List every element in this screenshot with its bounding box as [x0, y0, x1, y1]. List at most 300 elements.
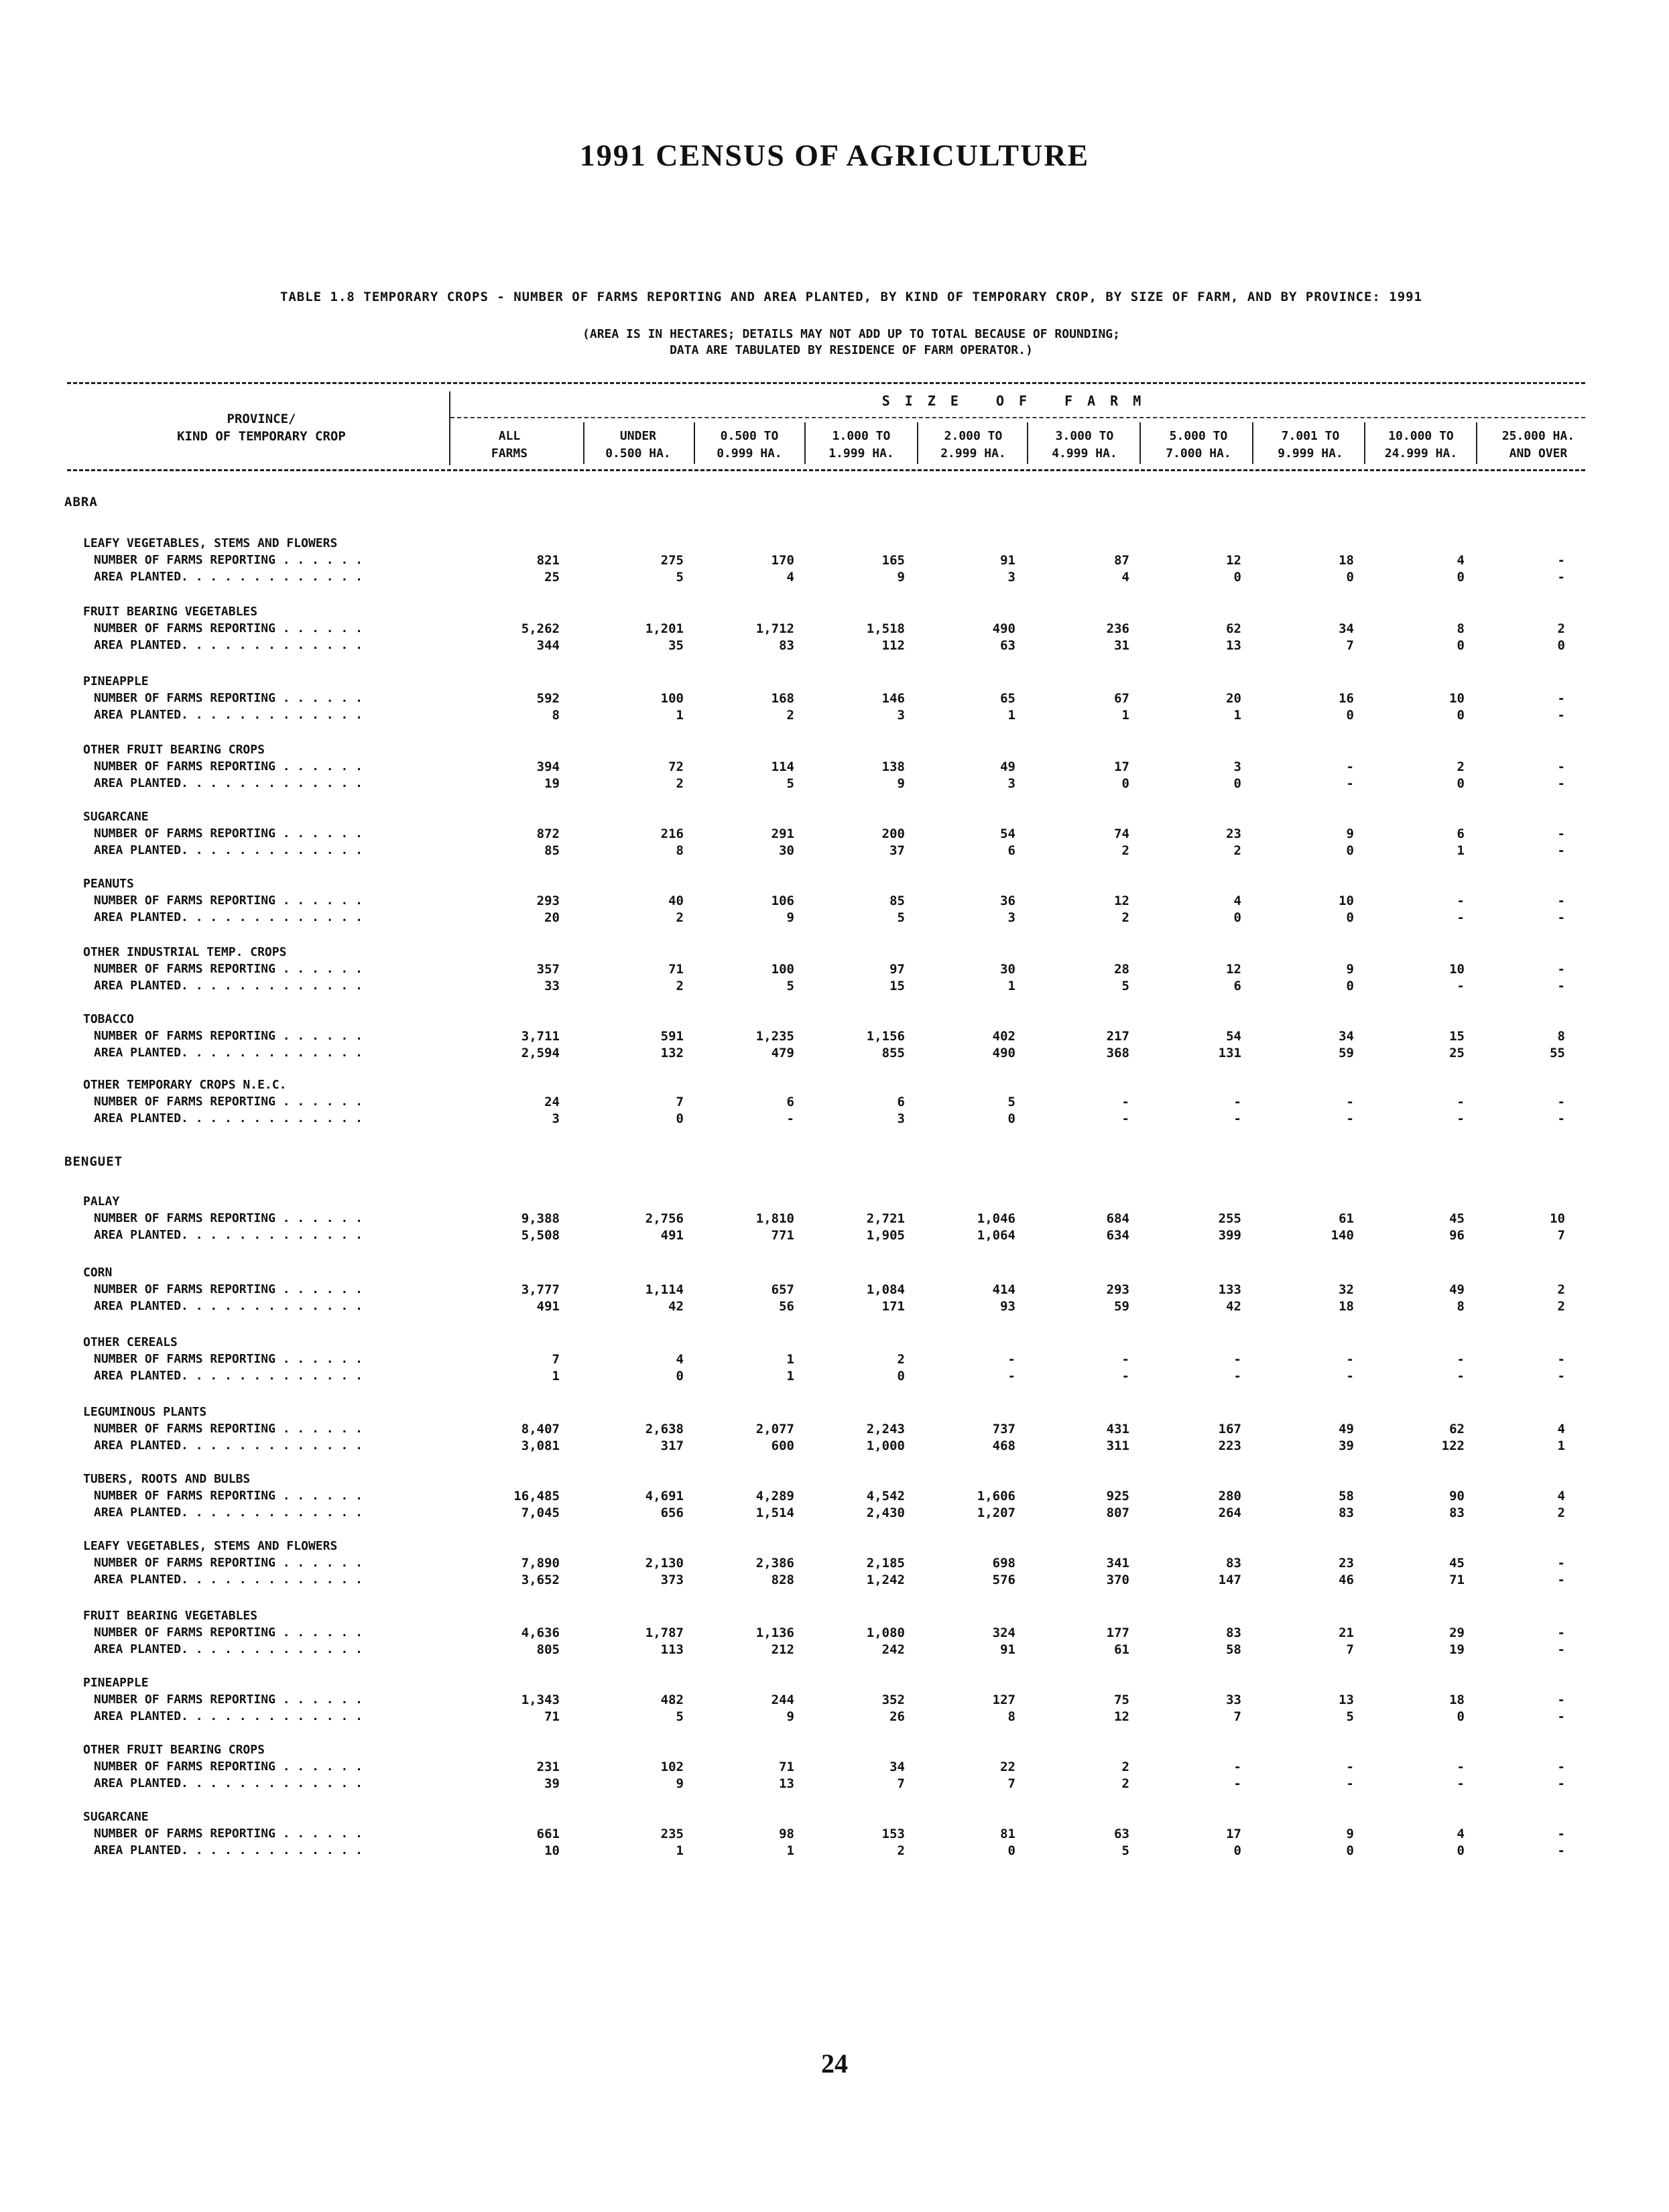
stub-header	[80, 410, 442, 445]
area-value: 2,594	[521, 1046, 560, 1060]
area-value: 8	[676, 843, 684, 858]
farms-value: 244	[771, 1693, 794, 1707]
area-value: -	[1346, 1369, 1354, 1384]
area-value: 600	[771, 1438, 794, 1453]
area-planted-label: AREA PLANTED. . . . . . . . . . . . .	[94, 1369, 363, 1383]
area-planted-label: AREA PLANTED. . . . . . . . . . . . .	[94, 638, 363, 652]
farms-value: -	[1557, 553, 1565, 568]
area-value: 131	[1218, 1046, 1241, 1060]
crop-name: OTHER FRUIT BEARING CROPS	[83, 743, 265, 757]
farms-value: 17	[1226, 1827, 1241, 1841]
farms-value: 40	[668, 894, 684, 908]
area-planted-label: AREA PLANTED. . . . . . . . . . . . .	[94, 843, 363, 857]
column-header	[1031, 428, 1138, 463]
farms-value: 324	[992, 1625, 1015, 1640]
farms-value: 10	[1449, 962, 1465, 977]
farms-value: 8	[1557, 1029, 1565, 1044]
farms-value: 2	[1457, 759, 1465, 774]
column-header-line2: 4.999 HA.	[1052, 446, 1117, 460]
farms-value: 49	[1000, 759, 1015, 774]
crop-name: FRUIT BEARING VEGETABLES	[83, 605, 258, 619]
farms-value: 138	[881, 759, 905, 774]
farms-value: 872	[536, 826, 560, 841]
farms-value: 12	[1114, 894, 1129, 908]
farms-value: 18	[1339, 553, 1354, 568]
farms-value: -	[1346, 1760, 1354, 1774]
farms-value: 4,691	[645, 1489, 684, 1503]
crop-name: PALAY	[83, 1194, 120, 1209]
farms-value: 90	[1449, 1489, 1465, 1503]
area-value: 59	[1339, 1046, 1354, 1060]
table-caption: TABLE 1.8 TEMPORARY CROPS - NUMBER OF FARMS REPORTING AND AREA PLANTED, BY KIND OF TEMPORARY CROP, BY SIZE OF FARM, AND BY PROVINCE: 1991	[280, 290, 1423, 304]
farms-value: 4	[1557, 1489, 1565, 1503]
area-value: -	[1557, 776, 1565, 791]
farms-value: 402	[992, 1029, 1015, 1044]
farms-value: 698	[992, 1556, 1015, 1571]
column-separator	[1027, 422, 1028, 464]
farms-value: 5	[1007, 1095, 1015, 1109]
column-separator	[694, 422, 695, 464]
area-value: 634	[1106, 1228, 1129, 1243]
farms-value: -	[1346, 1095, 1354, 1109]
farms-value: -	[1346, 1352, 1354, 1367]
farms-value: 2	[897, 1352, 905, 1367]
area-planted-label: AREA PLANTED. . . . . . . . . . . . .	[94, 776, 363, 790]
farms-value: 97	[889, 962, 905, 977]
farms-value: 16,485	[513, 1489, 560, 1503]
farms-value: 482	[660, 1693, 684, 1707]
area-value: 1	[676, 1843, 684, 1858]
farms-value: 10	[1339, 894, 1354, 908]
farms-value: 98	[779, 1827, 794, 1841]
farms-reporting-label: NUMBER OF FARMS REPORTING . . . . . .	[94, 1556, 363, 1570]
crop-name: CORN	[83, 1266, 113, 1280]
crop-name: OTHER TEMPORARY CROPS N.E.C.	[83, 1078, 287, 1092]
area-value: 96	[1449, 1228, 1465, 1243]
farms-value: 4,636	[521, 1625, 560, 1640]
farms-value: 177	[1106, 1625, 1129, 1640]
farms-value: -	[1007, 1352, 1015, 1367]
area-value: 2	[1121, 1776, 1129, 1791]
farms-value: 235	[660, 1827, 684, 1841]
area-value: -	[1557, 570, 1565, 585]
area-value: 58	[1226, 1642, 1241, 1657]
farms-value: 1,084	[866, 1282, 905, 1297]
crop-name: LEAFY VEGETABLES, STEMS AND FLOWERS	[83, 1539, 338, 1553]
area-value: 59	[1114, 1299, 1129, 1314]
area-value: -	[1233, 1776, 1241, 1791]
farms-value: 4	[1233, 894, 1241, 908]
area-value: 0	[1121, 776, 1129, 791]
farms-value: 21	[1339, 1625, 1354, 1640]
area-value: 223	[1218, 1438, 1241, 1453]
farms-value: 62	[1226, 621, 1241, 636]
area-value: 0	[1457, 776, 1465, 791]
area-value: 1,242	[866, 1573, 905, 1587]
area-value: -	[1121, 1369, 1129, 1384]
farms-value: 925	[1106, 1489, 1129, 1503]
farms-value: 49	[1339, 1422, 1354, 1436]
area-value: 3	[897, 708, 905, 723]
farms-value: 291	[771, 826, 794, 841]
farms-value: 13	[1339, 1693, 1354, 1707]
area-value: 31	[1114, 638, 1129, 653]
area-value: 373	[660, 1573, 684, 1587]
farms-value: -	[1557, 691, 1565, 706]
farms-value: 1,136	[755, 1625, 794, 1640]
area-value: 242	[881, 1642, 905, 1657]
stub-header-line2: KIND OF TEMPORARY CROP	[177, 429, 346, 444]
area-value: -	[1557, 1573, 1565, 1587]
farms-reporting-label: NUMBER OF FARMS REPORTING . . . . . .	[94, 691, 363, 705]
farms-value: 106	[771, 894, 794, 908]
area-value: 1	[1007, 708, 1015, 723]
farms-value: -	[1557, 826, 1565, 841]
farms-value: 661	[536, 1827, 560, 1841]
farms-reporting-label: NUMBER OF FARMS REPORTING . . . . . .	[94, 1693, 363, 1707]
area-value: 0	[1233, 776, 1241, 791]
farms-value: -	[1457, 1352, 1465, 1367]
area-planted-label: AREA PLANTED. . . . . . . . . . . . .	[94, 1709, 363, 1723]
area-value: 1	[1457, 843, 1465, 858]
farms-value: 9	[1346, 962, 1354, 977]
farms-reporting-label: NUMBER OF FARMS REPORTING . . . . . .	[94, 553, 363, 567]
farms-value: -	[1557, 1693, 1565, 1707]
area-value: 2	[1557, 1506, 1565, 1520]
farms-value: 170	[771, 553, 794, 568]
area-value: -	[1557, 979, 1565, 993]
size-of-farm-rule	[450, 417, 1585, 418]
header-top-rule	[67, 382, 1585, 384]
area-value: 468	[992, 1438, 1015, 1453]
column-separator	[1364, 422, 1365, 464]
area-value: 5	[676, 570, 684, 585]
farms-value: 280	[1218, 1489, 1241, 1503]
area-planted-label: AREA PLANTED. . . . . . . . . . . . .	[94, 1046, 363, 1060]
area-value: -	[1557, 1709, 1565, 1724]
area-planted-label: AREA PLANTED. . . . . . . . . . . . .	[94, 1642, 363, 1656]
farms-value: 28	[1114, 962, 1129, 977]
area-value: 2	[897, 1843, 905, 1858]
area-value: -	[1007, 1369, 1015, 1384]
farms-value: 6	[786, 1095, 794, 1109]
area-value: 30	[779, 843, 794, 858]
farms-value: 1,235	[755, 1029, 794, 1044]
column-header-line1: 1.000 TO	[832, 429, 891, 443]
area-value: 855	[881, 1046, 905, 1060]
farms-value: 394	[536, 759, 560, 774]
area-planted-label: AREA PLANTED. . . . . . . . . . . . .	[94, 708, 363, 722]
farms-value: -	[1457, 894, 1465, 908]
area-value: 5	[1121, 979, 1129, 993]
farms-value: 1,712	[755, 621, 794, 636]
area-value: -	[1557, 1642, 1565, 1657]
area-value: -	[1457, 1111, 1465, 1126]
area-value: 112	[881, 638, 905, 653]
area-value: -	[1457, 910, 1465, 925]
area-value: 39	[544, 1776, 560, 1791]
farms-reporting-label: NUMBER OF FARMS REPORTING . . . . . .	[94, 621, 363, 635]
farms-value: -	[1557, 1625, 1565, 1640]
farms-value: 1,156	[866, 1029, 905, 1044]
area-value: 0	[1346, 843, 1354, 858]
area-planted-label: AREA PLANTED. . . . . . . . . . . . .	[94, 1111, 363, 1125]
farms-value: 2,756	[645, 1211, 684, 1226]
area-value: 399	[1218, 1228, 1241, 1243]
area-value: 0	[1346, 708, 1354, 723]
farms-value: -	[1557, 962, 1565, 977]
area-value: 8	[1457, 1299, 1465, 1314]
farms-value: 7,890	[521, 1556, 560, 1571]
column-header-line2: 9.999 HA.	[1278, 446, 1343, 460]
area-value: 5	[1121, 1843, 1129, 1858]
column-header-line1: 25.000 HA.	[1501, 429, 1575, 443]
farms-value: 200	[881, 826, 905, 841]
farms-value: -	[1557, 759, 1565, 774]
area-value: 85	[544, 843, 560, 858]
column-header	[1145, 428, 1252, 463]
area-value: 71	[544, 1709, 560, 1724]
farms-value: 54	[1000, 826, 1015, 841]
area-value: -	[1346, 776, 1354, 791]
farms-value: 85	[889, 894, 905, 908]
column-header-line2: 0.500 HA.	[605, 446, 671, 460]
column-separator	[1476, 422, 1477, 464]
area-value: 479	[771, 1046, 794, 1060]
province-name: ABRA	[64, 495, 98, 509]
farms-value: 63	[1114, 1827, 1129, 1841]
area-planted-label: AREA PLANTED. . . . . . . . . . . . .	[94, 910, 363, 924]
area-planted-label: AREA PLANTED. . . . . . . . . . . . .	[94, 1228, 363, 1242]
crop-name: TUBERS, ROOTS AND BULBS	[83, 1472, 251, 1486]
farms-value: 4,542	[866, 1489, 905, 1503]
area-value: 132	[660, 1046, 684, 1060]
area-value: 1	[552, 1369, 560, 1384]
area-value: -	[1557, 1369, 1565, 1384]
area-value: 7	[1346, 1642, 1354, 1657]
area-value: -	[1557, 1776, 1565, 1791]
farms-value: -	[1457, 1095, 1465, 1109]
area-value: 2	[676, 979, 684, 993]
page-title: 1991 CENSUS OF AGRICULTURE	[579, 138, 1090, 172]
area-value: 0	[897, 1369, 905, 1384]
area-value: 83	[1449, 1506, 1465, 1520]
area-value: 5,508	[521, 1228, 560, 1243]
farms-value: 1,201	[645, 621, 684, 636]
stub-header-line1: PROVINCE/	[227, 412, 296, 426]
size-of-farm-heading: SIZE OF FARM	[881, 393, 1156, 409]
area-value: 807	[1106, 1506, 1129, 1520]
area-value: 3	[1007, 910, 1015, 925]
column-header-line2: 7.000 HA.	[1166, 446, 1231, 460]
area-value: 1	[786, 1369, 794, 1384]
farms-reporting-label: NUMBER OF FARMS REPORTING . . . . . .	[94, 1352, 363, 1366]
crop-name: OTHER FRUIT BEARING CROPS	[83, 1743, 265, 1757]
area-value: -	[1557, 843, 1565, 858]
farms-value: 7	[676, 1095, 684, 1109]
farms-reporting-label: NUMBER OF FARMS REPORTING . . . . . .	[94, 1211, 363, 1225]
column-header-line1: 0.500 TO	[720, 429, 779, 443]
column-header	[808, 428, 915, 463]
farms-value: 592	[536, 691, 560, 706]
farms-value: 91	[1000, 553, 1015, 568]
area-value: 0	[1457, 708, 1465, 723]
crop-name: PINEAPPLE	[83, 1676, 149, 1690]
area-value: 171	[881, 1299, 905, 1314]
crop-name: LEGUMINOUS PLANTS	[83, 1405, 207, 1419]
area-value: 42	[668, 1299, 684, 1314]
area-value: 61	[1114, 1642, 1129, 1657]
column-header-line1: ALL	[498, 429, 521, 443]
area-value: 56	[779, 1299, 794, 1314]
farms-value: -	[1121, 1095, 1129, 1109]
area-value: 370	[1106, 1573, 1129, 1587]
area-value: 0	[1346, 910, 1354, 925]
farms-reporting-label: NUMBER OF FARMS REPORTING . . . . . .	[94, 1095, 363, 1109]
area-value: 0	[1007, 1111, 1015, 1126]
area-value: 19	[1449, 1642, 1465, 1657]
farms-reporting-label: NUMBER OF FARMS REPORTING . . . . . .	[94, 1760, 363, 1774]
farms-value: 49	[1449, 1282, 1465, 1297]
farms-value: -	[1457, 1760, 1465, 1774]
farms-value: -	[1557, 1556, 1565, 1571]
area-value: 0	[1557, 638, 1565, 653]
farms-value: 16	[1339, 691, 1354, 706]
column-header	[584, 428, 692, 463]
area-value: -	[1457, 1369, 1465, 1384]
column-header	[1257, 428, 1364, 463]
farms-value: 153	[881, 1827, 905, 1841]
farms-value: 30	[1000, 962, 1015, 977]
farms-value: 352	[881, 1693, 905, 1707]
area-value: -	[1557, 1843, 1565, 1858]
area-value: 33	[544, 979, 560, 993]
area-value: 0	[1233, 570, 1241, 585]
farms-reporting-label: NUMBER OF FARMS REPORTING . . . . . .	[94, 894, 363, 908]
area-value: 0	[1457, 1709, 1465, 1724]
page-number: 24	[821, 2048, 848, 2079]
farms-value: 165	[881, 553, 905, 568]
area-value: 1	[1007, 979, 1015, 993]
area-value: 3	[897, 1111, 905, 1126]
column-separator	[917, 422, 918, 464]
area-value: 1,905	[866, 1228, 905, 1243]
farms-value: 1,080	[866, 1625, 905, 1640]
area-value: -	[1557, 708, 1565, 723]
farms-value: 74	[1114, 826, 1129, 841]
area-value: 0	[676, 1111, 684, 1126]
farms-value: 9,388	[521, 1211, 560, 1226]
farms-value: 341	[1106, 1556, 1129, 1571]
area-value: 1	[1557, 1438, 1565, 1453]
area-value: 491	[536, 1299, 560, 1314]
area-value: 7,045	[521, 1506, 560, 1520]
farms-value: 67	[1114, 691, 1129, 706]
area-value: 19	[544, 776, 560, 791]
farms-value: 133	[1218, 1282, 1241, 1297]
area-value: 1,514	[755, 1506, 794, 1520]
area-value: 2	[1557, 1299, 1565, 1314]
farms-reporting-label: NUMBER OF FARMS REPORTING . . . . . .	[94, 1489, 363, 1503]
farms-value: 1	[786, 1352, 794, 1367]
column-separator	[583, 422, 584, 464]
area-value: 5	[897, 910, 905, 925]
area-value: -	[786, 1111, 794, 1126]
area-value: 4	[1121, 570, 1129, 585]
area-value: 9	[897, 570, 905, 585]
farms-value: 114	[771, 759, 794, 774]
farms-value: 83	[1226, 1556, 1241, 1571]
farms-value: 2	[1557, 1282, 1565, 1297]
area-value: 1	[786, 1843, 794, 1858]
area-value: 2	[1233, 843, 1241, 858]
farms-value: 2,638	[645, 1422, 684, 1436]
farms-value: 23	[1226, 826, 1241, 841]
area-value: 13	[779, 1776, 794, 1791]
area-value: 71	[1449, 1573, 1465, 1587]
farms-reporting-label: NUMBER OF FARMS REPORTING . . . . . .	[94, 1422, 363, 1436]
area-value: 3	[1007, 776, 1015, 791]
farms-value: 4	[1457, 553, 1465, 568]
area-planted-label: AREA PLANTED. . . . . . . . . . . . .	[94, 1573, 363, 1587]
farms-value: 127	[992, 1693, 1015, 1707]
farms-value: 490	[992, 621, 1015, 636]
farms-value: 3,711	[521, 1029, 560, 1044]
area-value: 1,000	[866, 1438, 905, 1453]
area-planted-label: AREA PLANTED. . . . . . . . . . . . .	[94, 570, 363, 584]
farms-value: 4,289	[755, 1489, 794, 1503]
farms-value: 9	[1346, 1827, 1354, 1841]
area-value: 805	[536, 1642, 560, 1657]
area-value: 2	[676, 776, 684, 791]
province-name: BENGUET	[64, 1154, 123, 1169]
farms-value: 1,810	[755, 1211, 794, 1226]
area-value: 2	[676, 910, 684, 925]
farms-value: -	[1557, 1760, 1565, 1774]
area-value: 39	[1339, 1438, 1354, 1453]
crop-name: OTHER CEREALS	[83, 1335, 178, 1349]
farms-value: 54	[1226, 1029, 1241, 1044]
farms-value: 5,262	[521, 621, 560, 636]
farms-value: -	[1233, 1760, 1241, 1774]
farms-value: 58	[1339, 1489, 1354, 1503]
area-planted-label: AREA PLANTED. . . . . . . . . . . . .	[94, 1438, 363, 1453]
header-divider	[449, 391, 450, 465]
farms-value: 1,046	[977, 1211, 1015, 1226]
area-value: 55	[1550, 1046, 1565, 1060]
area-value: 13	[1226, 638, 1241, 653]
area-value: 0	[1233, 1843, 1241, 1858]
farms-value: 293	[536, 894, 560, 908]
farms-value: 20	[1226, 691, 1241, 706]
area-value: 20	[544, 910, 560, 925]
farms-value: -	[1233, 1095, 1241, 1109]
area-value: 0	[1346, 1843, 1354, 1858]
area-planted-label: AREA PLANTED. . . . . . . . . . . . .	[94, 1776, 363, 1790]
area-value: 2,430	[866, 1506, 905, 1520]
farms-value: 12	[1226, 962, 1241, 977]
area-value: 1	[1121, 708, 1129, 723]
farms-value: 2,185	[866, 1556, 905, 1571]
farms-value: -	[1557, 1095, 1565, 1109]
farms-value: -	[1346, 759, 1354, 774]
farms-value: 168	[771, 691, 794, 706]
farms-value: 293	[1106, 1282, 1129, 1297]
farms-value: 217	[1106, 1029, 1129, 1044]
farms-value: 1,343	[521, 1693, 560, 1707]
area-value: -	[1346, 1776, 1354, 1791]
area-value: 0	[1007, 1843, 1015, 1858]
